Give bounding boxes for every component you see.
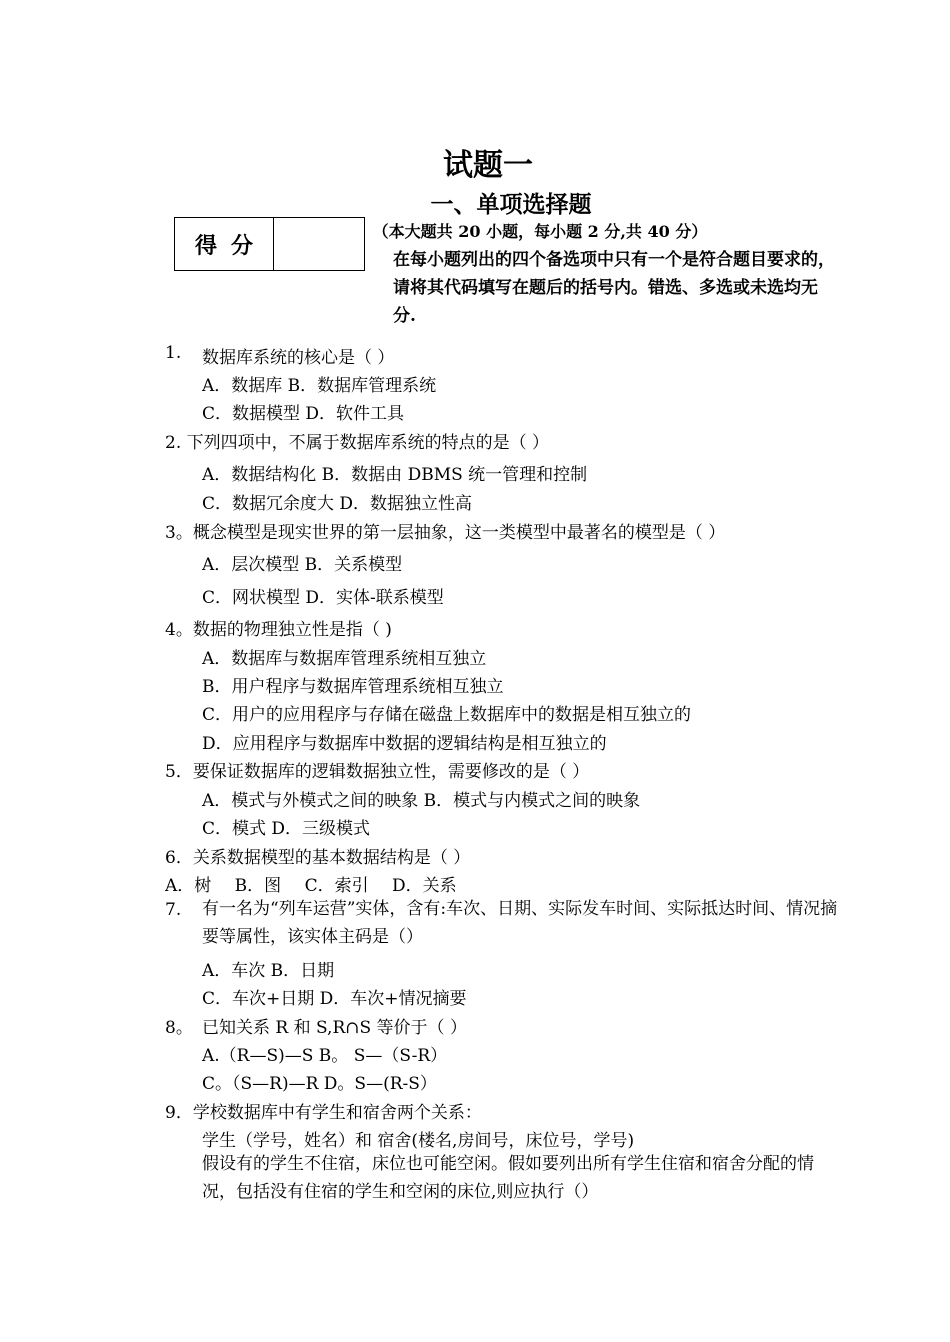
question-4-option-a: A．数据库与数据库管理系统相互独立 [202,649,487,669]
score-label: 得分 [175,218,274,271]
question-7-number: 7. [165,900,182,920]
score-value [274,218,365,271]
question-3-options-cd: C．网状模型 D．实体-联系模型 [202,588,444,608]
question-6-stem: 6．关系数据模型的基本数据结构是（ ） [165,848,471,868]
question-1-stem: 数据库系统的核心是（ ） [202,348,395,368]
question-1-number: 1. [165,343,182,363]
question-9-description: 假设有的学生不住宿，床位也可能空闲。假如要列出所有学生住宿和宿舍分配的情况，包括没有住宿的学生和空闲的床位,则应执行（） [202,1154,814,1202]
question-1-options-ab: A．数据库 B．数据库管理系统 [202,376,437,396]
question-4-option-b: B．用户程序与数据库管理系统相互独立 [202,677,504,697]
question-8-options-ab: A.（R—S)—S B。 S—（S-R） [202,1046,448,1066]
question-8-stem: 已知关系 R 和 S,R∩S 等价于（ ） [202,1018,467,1038]
question-2-stem: 2. 下列四项中，不属于数据库系统的特点的是（ ） [165,433,550,453]
question-5-options-ab: A．模式与外模式之间的映象 B．模式与内模式之间的映象 [202,791,641,811]
question-6-options: A．树 B．图 C．索引 D．关系 [165,876,457,896]
section-heading: 一、单项选择题 [430,191,592,218]
question-5-options-cd: C．模式 D．三级模式 [202,819,371,839]
question-9-stem: 9．学校数据库中有学生和宿舍两个关系： [165,1103,482,1123]
question-3-options-ab: A．层次模型 B．关系模型 [202,555,403,575]
question-2-options-cd: C．数据冗余度大 D．数据独立性高 [202,494,473,514]
question-1-options-cd: C．数据模型 D．软件工具 [202,404,405,424]
question-7-stem: 有一名为“列车运营”实体，含有:车次、日期、实际发车时间、实际抵达时间、情况摘要等属性，该实体主码是（） [202,899,838,947]
question-7-options-ab: A．车次 B．日期 [202,961,335,981]
section-note: （本大题共 20 小题，每小题 2 分,共 40 分） [372,222,708,241]
question-4-stem: 4。数据的物理独立性是指（ ) [165,620,392,640]
question-7-options-cd: C．车次+日期 D．车次+情况摘要 [202,989,467,1009]
question-4-option-c: C．用户的应用程序与存储在磁盘上数据库中的数据是相互独立的 [202,705,692,725]
question-9-schema: 学生（学号，姓名）和 宿舍(楼名,房间号，床位号，学号) [202,1131,635,1151]
question-3-stem: 3。概念模型是现实世界的第一层抽象，这一类模型中最著名的模型是（ ） [165,523,726,543]
instructions: 在每小题列出的四个备选项中只有一个是符合题目要求的，请将其代码填写在题后的括号内。错选、多选或未选均无分. [393,250,835,326]
question-4-option-d: D．应用程序与数据库中数据的逻辑结构是相互独立的 [202,734,607,754]
question-8-options-cd: C。（S—R)—R D。S—(R-S） [202,1074,437,1094]
score-box [174,217,365,271]
question-2-options-ab: A．数据结构化 B．数据由 DBMS 统一管理和控制 [202,465,588,485]
question-8-number: 8。 [165,1018,193,1038]
page-title: 试题一 [443,148,533,183]
question-5-stem: 5．要保证数据库的逻辑数据独立性，需要修改的是（ ） [165,762,590,782]
